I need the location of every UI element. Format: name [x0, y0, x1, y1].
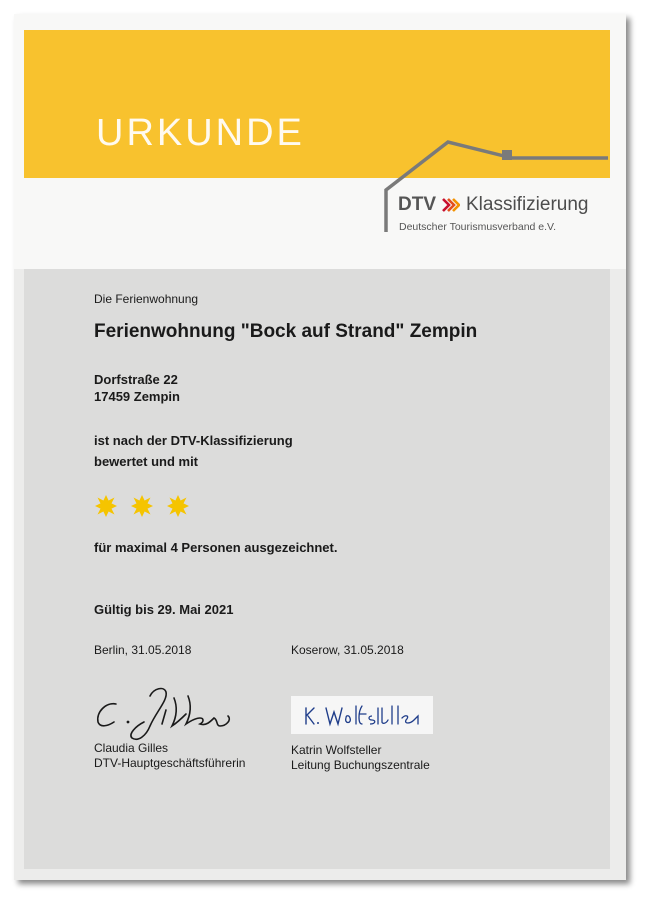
statement-line1: ist nach der DTV-Klassifizierung — [94, 433, 293, 448]
statement-line2: bewertet und mit — [94, 454, 199, 469]
star-icon — [130, 494, 154, 518]
star-icon — [94, 494, 118, 518]
certificate-page — [14, 14, 626, 880]
certificate-title: URKUNDE — [96, 112, 305, 154]
validity-text: Gültig bis 29. Mai 2021 — [94, 602, 234, 617]
address-city: 17459 Zempin — [94, 389, 180, 404]
address-street: Dorfstraße 22 — [94, 372, 178, 387]
signatory-1-role: DTV-Hauptgeschäftsführerin — [94, 756, 246, 770]
logo-subtitle: Deutscher Tourismusverband e.V. — [399, 221, 557, 233]
signature-wolfsteller — [298, 702, 426, 730]
dtv-logo — [398, 194, 589, 216]
signatory-2-place-date: Koserow, 31.05.2018 — [291, 643, 404, 657]
logo-brand-text: Klassifizierung — [466, 194, 589, 215]
signatory-1-name: Claudia Gilles — [94, 741, 169, 755]
signatory-2-role: Leitung Buchungszentrale — [291, 758, 430, 772]
content-panel — [24, 269, 610, 869]
property-name: Ferienwohnung "Bock auf Strand" Zempin — [94, 321, 478, 342]
star-icon — [166, 494, 190, 518]
capacity-text: für maximal 4 Personen ausgezeichnet. — [94, 540, 338, 555]
chevrons-icon — [442, 197, 460, 213]
logo-dtv-text: DTV — [398, 194, 436, 215]
intro-text: Die Ferienwohnung — [94, 292, 199, 306]
star-rating — [94, 494, 190, 518]
signature-gilles — [92, 682, 242, 744]
signatory-1-place-date: Berlin, 31.05.2018 — [94, 643, 192, 657]
signatory-2-name: Katrin Wolfsteller — [291, 743, 382, 757]
